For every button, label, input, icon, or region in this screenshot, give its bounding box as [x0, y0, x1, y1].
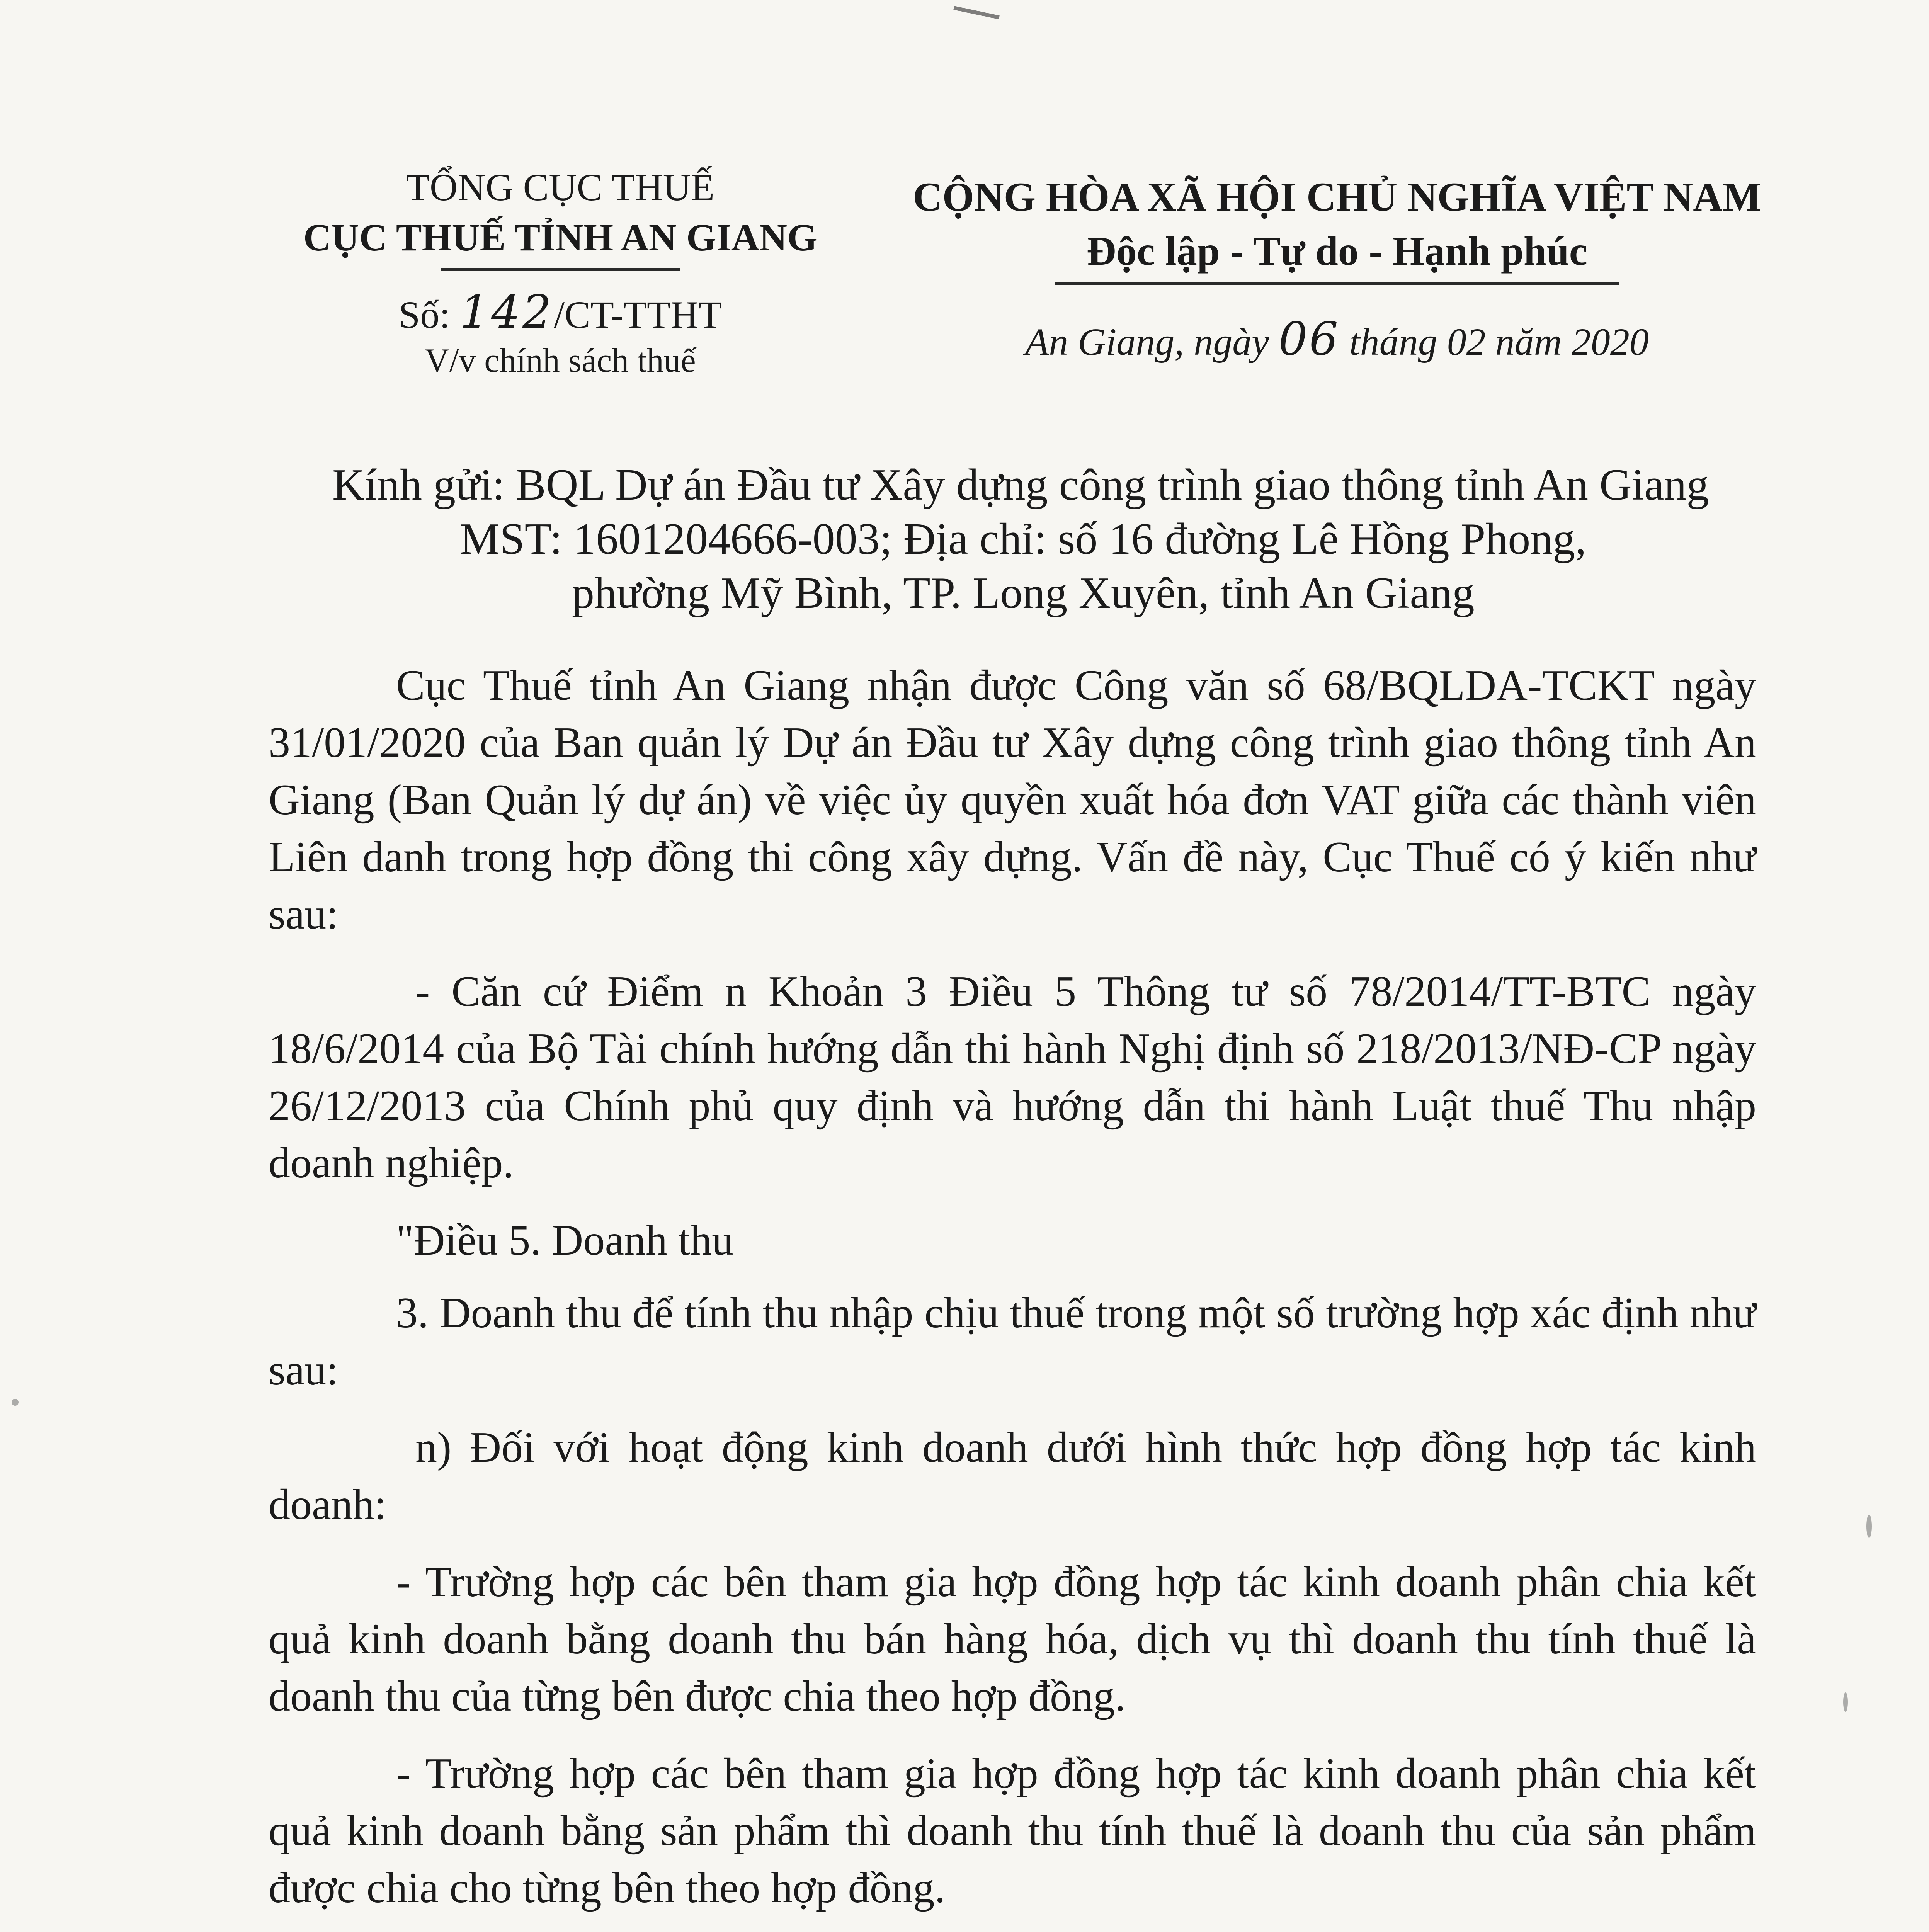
document-number-handwritten: 142: [460, 285, 554, 338]
agency-underline: [441, 268, 680, 271]
article-heading: "Điều 5. Doanh thu: [396, 1216, 734, 1264]
date-suffix: tháng 02 năm 2020: [1339, 320, 1649, 363]
scan-speck: [12, 1399, 19, 1406]
republic-title: CỘNG HÒA XÃ HỘI CHỦ NGHĨA VIỆT NAM: [913, 174, 1761, 219]
recipient-line: MST: 1601204666-003; Địa chỉ: số 16 đường Lê Hồng Phong,: [460, 514, 1587, 564]
date-prefix: An Giang, ngày: [1025, 320, 1279, 363]
body-paragraph: Cục Thuế tỉnh An Giang nhận được Công văn số 68/BQLDA-TCKT ngày 31/01/2020 của Ban quản lý Dự án Đầu tư Xây dựng công trình giao thông tỉnh An Giang (Ban Quản lý dự án) về việc ủy quyền xuất hóa đơn VAT giữa các thành viên Liên danh trong hợp đồng thi công xây dựng. Vấn đề này, Cục Thuế có ý kiến như sau:: [269, 662, 1756, 938]
national-header-block: [881, 170, 1793, 365]
issue-date: [881, 312, 1793, 366]
body-paragraph: - Trường hợp các bên tham gia hợp đồng hợp tác kinh doanh phân chia kết quả kinh doanh bằng sản phẩm thì doanh thu tính thuế là doanh thu của sản phẩm được chia cho từng bên theo hợp đồng.: [269, 1750, 1756, 1912]
scan-artifact: [953, 0, 1002, 19]
document-number: [232, 285, 889, 338]
body-paragraph: - Trường hợp các bên tham gia hợp đồng hợp tác kinh doanh phân chia kết quả kinh doanh bằng doanh thu bán hàng hóa, dịch vụ thì doanh thu tính thuế là doanh thu của từng bên được chia theo hợp đồng.: [269, 1558, 1756, 1720]
document-number-suffix: /CT-TTHT: [554, 293, 722, 336]
body-paragraph: 3. Doanh thu để tính thu nhập chịu thuế trong một số trường hợp xác định như sau:: [269, 1289, 1756, 1394]
body-paragraph: - Căn cứ Điểm n Khoản 3 Điều 5 Thông tư số 78/2014/TT-BTC ngày 18/6/2014 của Bộ Tài chính hướng dẫn thi hành Nghị định số 218/2013/NĐ-CP ngày 26/12/2013 của Chính phủ quy định và hướng dẫn thi hành Luật thuế Thu nhập doanh nghiệp.: [269, 968, 1756, 1187]
scan-speck: [1843, 1692, 1848, 1712]
document-subject: V/v chính sách thuế: [425, 342, 696, 379]
recipient-line: phường Mỹ Bình, TP. Long Xuyên, tỉnh An Giang: [572, 568, 1475, 618]
document-number-prefix: Số:: [398, 293, 460, 336]
issuing-agency-block: [232, 162, 889, 382]
recipient-line: Kính gửi: BQL Dự án Đầu tư Xây dựng công trình giao thông tỉnh An Giang: [332, 460, 1709, 510]
scan-speck: [1866, 1515, 1872, 1538]
recipient-block: [332, 458, 1762, 620]
motto-underline: [1055, 282, 1619, 285]
date-day-handwritten: 06: [1278, 312, 1340, 366]
letter-body: [269, 657, 1756, 1932]
parent-agency: TỔNG CỤC THUẾ: [406, 166, 715, 209]
body-paragraph: n) Đối với hoạt động kinh doanh dưới hình thức hợp đồng hợp tác kinh doanh:: [269, 1423, 1756, 1529]
issuing-agency: CỤC THUẾ TỈNH AN GIANG: [303, 216, 817, 259]
national-motto: Độc lập - Tự do - Hạnh phúc: [1087, 228, 1587, 274]
